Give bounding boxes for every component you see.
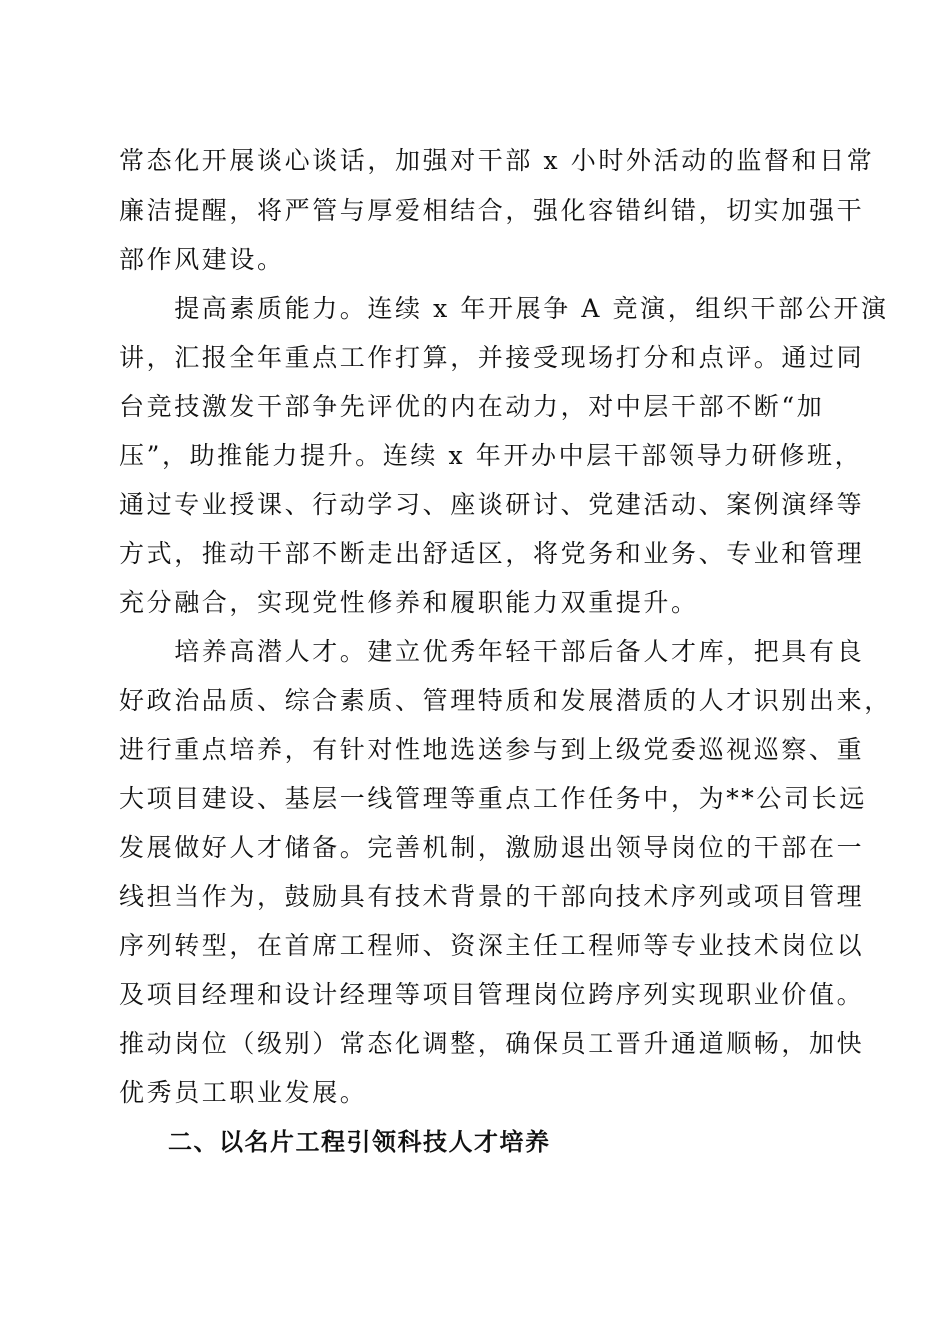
text-line: 优秀员工职业发展。 bbox=[119, 1078, 368, 1107]
text-line: 充分融合，实现党性修养和履职能力双重提升。 bbox=[119, 588, 699, 617]
text-line: 进行重点培养，有针对性地选送参与到上级党委巡视巡察、重 bbox=[119, 735, 865, 764]
text-line: 序列转型，在首席工程师、资深主任工程师等专业技术岗位以 bbox=[119, 931, 865, 960]
text-line: 压”，助推能力提升。连续 x 年开办中层干部领导力研修班， bbox=[119, 441, 863, 470]
text-line: 通过专业授课、行动学习、座谈研讨、党建活动、案例演绎等 bbox=[119, 490, 865, 519]
text-line: 发展做好人才储备。完善机制，激励退出领导岗位的干部在一 bbox=[119, 833, 865, 862]
text-line: 推动岗位（级别）常态化调整，确保员工晋升通道顺畅，加快 bbox=[119, 1029, 865, 1058]
text-line: 提高素质能力。连续 x 年开展争 A 竞演，组织干部公开演 bbox=[119, 294, 889, 323]
text-line: 好政治品质、综合素质、管理特质和发展潜质的人才识别出来， bbox=[119, 686, 892, 715]
text-line: 台竞技激发干部争先评优的内在动力，对中层干部不断“加 bbox=[119, 392, 825, 421]
text-line: 廉洁提醒，将严管与厚爱相结合，强化容错纠错，切实加强干 bbox=[119, 196, 865, 225]
text-line: 及项目经理和设计经理等项目管理岗位跨序列实现职业价值。 bbox=[119, 980, 865, 1009]
text-line: 大项目建设、基层一线管理等重点工作任务中，为**公司长远 bbox=[119, 784, 867, 813]
text-line: 方式，推动干部不断走出舒适区，将党务和业务、专业和管理 bbox=[119, 539, 865, 568]
text-line: 讲，汇报全年重点工作打算，并接受现场打分和点评。通过同 bbox=[119, 343, 865, 372]
text-line: 线担当作为，鼓励具有技术背景的干部向技术序列或项目管理 bbox=[119, 882, 865, 911]
text-line: 部作风建设。 bbox=[119, 245, 285, 274]
text-line: 常态化开展谈心谈话，加强对干部 x 小时外活动的监督和日常 bbox=[119, 146, 875, 175]
section-heading: 二、以名片工程引领科技人才培养 bbox=[168, 1128, 551, 1156]
text-line: 培养高潜人才。建立优秀年轻干部后备人才库，把具有良 bbox=[119, 637, 865, 666]
